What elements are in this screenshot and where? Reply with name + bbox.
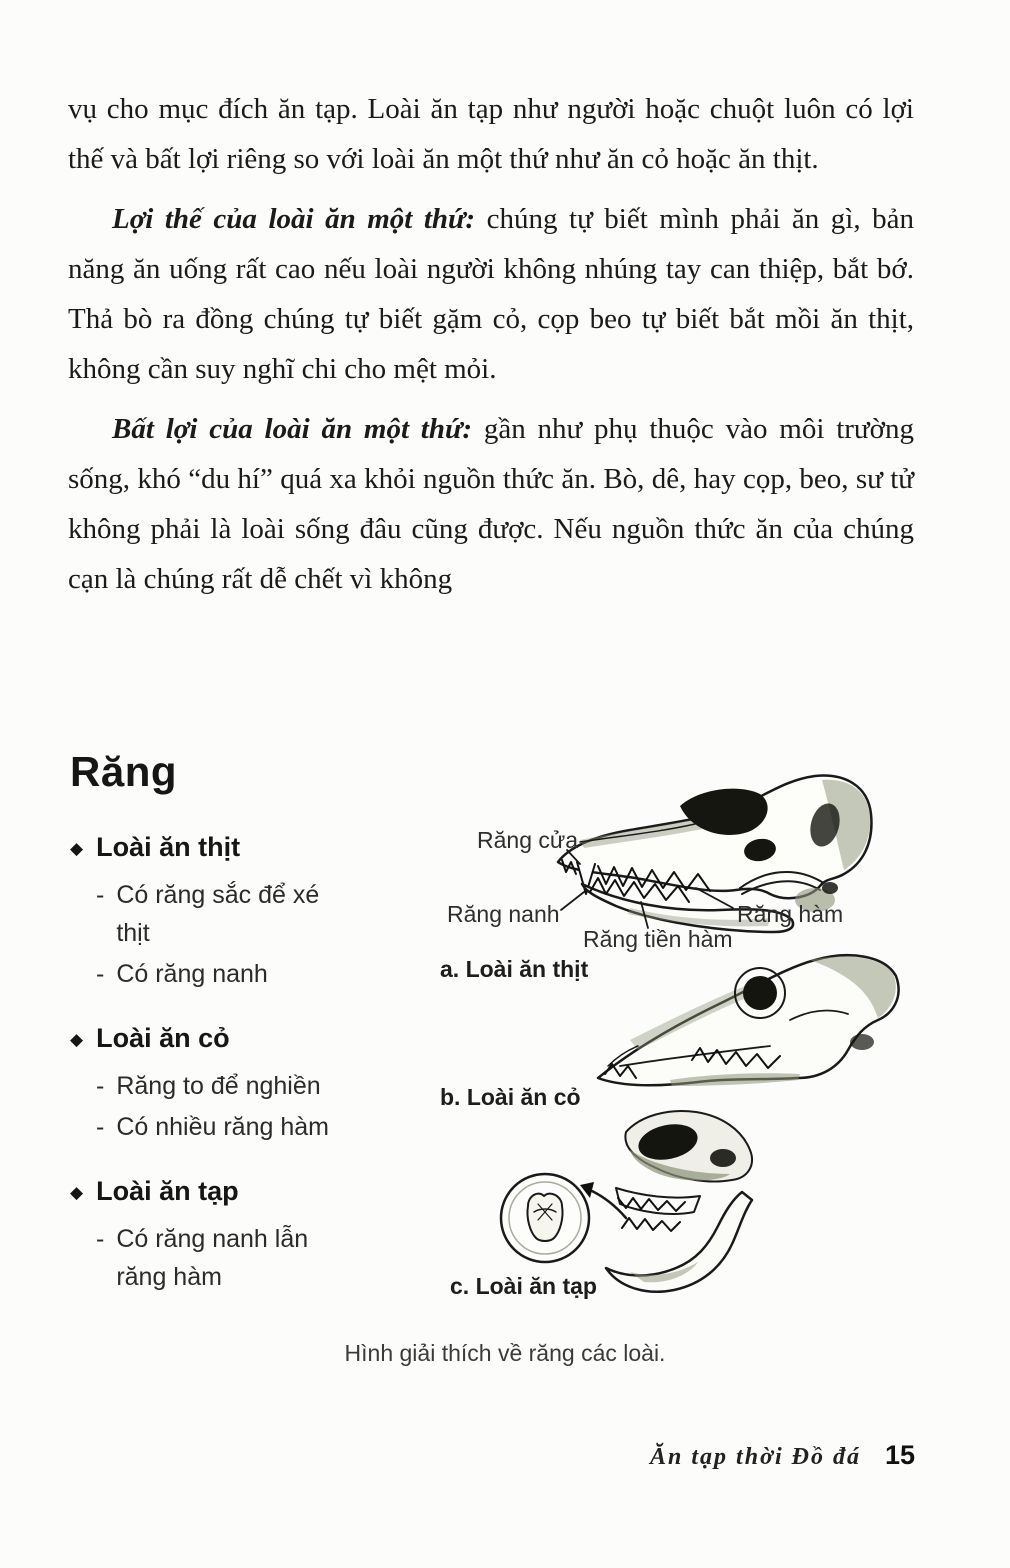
group-title-label: Loài ăn tạp bbox=[96, 1176, 239, 1206]
herbivore-skull-drawing bbox=[598, 955, 899, 1086]
dash-bullet-icon: - bbox=[96, 1072, 105, 1100]
group-title-label: Loài ăn cỏ bbox=[96, 1023, 230, 1053]
diamond-bullet-icon: ◆ bbox=[70, 839, 84, 858]
paragraph-1-text: vụ cho mục đích ăn tạp. Loài ăn tạp như người hoặc chuột luôn có lợi thế và bất lợi riêng so với loài ăn một thứ như ăn cỏ hoặc ăn thịt. bbox=[68, 93, 914, 175]
paragraph-3 bbox=[68, 404, 914, 604]
running-title: Ăn tạp thời Đồ đá bbox=[650, 1444, 861, 1470]
sidebar-group-herbivore bbox=[70, 1023, 380, 1146]
paragraph-2-text: chúng tự biết mình phải ăn gì, bản năng ăn uống rất cao nếu loài người không nhúng tay can thiệp, bắt bớ. Thả bò ra đồng chúng tự biết gặm cỏ, cọp beo tự biết bắt mồi ăn thịt, không cần suy nghĩ chi cho mệt mỏi. bbox=[68, 203, 914, 385]
sidebar-group-omnivore bbox=[70, 1176, 380, 1296]
caption-carnivore: a. Loài ăn thịt bbox=[440, 956, 589, 982]
paragraph-2 bbox=[68, 194, 914, 394]
list-item-label: Có răng nanh bbox=[116, 960, 268, 988]
paragraph-3-text: gần như phụ thuộc vào môi trường sống, khó “du hí” quá xa khỏi nguồn thức ăn. Bò, dê, hay cọp, beo, sư tử không phải là loài sống đâu cũng được. Nếu nguồn thức ăn của chúng cạn là chúng rất dễ chết vì không bbox=[68, 413, 914, 595]
list-item bbox=[96, 1067, 336, 1105]
dash-bullet-icon: - bbox=[96, 1113, 105, 1141]
figure-caption: Hình giải thích về răng các loài. bbox=[344, 1340, 666, 1366]
page-number: 15 bbox=[884, 1440, 915, 1470]
label-incisors: Răng cửa bbox=[477, 827, 579, 853]
page-footer bbox=[650, 1440, 915, 1471]
group-title-omnivore bbox=[70, 1176, 380, 1207]
dash-bullet-icon: - bbox=[96, 881, 105, 909]
label-canines: Răng nanh bbox=[447, 901, 560, 927]
list-item bbox=[96, 876, 336, 952]
diamond-bullet-icon: ◆ bbox=[70, 1030, 84, 1049]
sidebar-group-carnivore bbox=[70, 832, 380, 993]
list-item-label: Răng to để nghiền bbox=[116, 1072, 321, 1100]
paragraph-2-lead: Lợi thế của loài ăn một thứ: bbox=[112, 203, 476, 235]
caption-omnivore: c. Loài ăn tạp bbox=[450, 1273, 597, 1299]
dash-bullet-icon: - bbox=[96, 1225, 105, 1253]
diamond-bullet-icon: ◆ bbox=[70, 1183, 84, 1202]
paragraph-1 bbox=[68, 84, 914, 184]
caption-herbivore: b. Loài ăn cỏ bbox=[440, 1084, 581, 1110]
omnivore-skull-drawing bbox=[501, 1111, 752, 1292]
group-title-carnivore bbox=[70, 832, 380, 863]
skulls-figure bbox=[430, 760, 950, 1320]
sidebar-heading: Răng bbox=[70, 748, 177, 795]
paragraph-3-lead: Bất lợi của loài ăn một thứ: bbox=[112, 413, 473, 445]
group-title-label: Loài ăn thịt bbox=[96, 832, 241, 862]
list-item-label: Có nhiều răng hàm bbox=[116, 1113, 329, 1141]
label-premolars: Răng tiền hàm bbox=[583, 926, 733, 952]
list-item bbox=[96, 1108, 336, 1146]
list-item-label: Có răng sắc để xé thịt bbox=[116, 881, 320, 947]
list-item bbox=[96, 955, 336, 993]
dash-bullet-icon: - bbox=[96, 960, 105, 988]
list-item bbox=[96, 1220, 336, 1296]
label-molars: Răng hàm bbox=[737, 901, 844, 927]
body-text bbox=[68, 84, 914, 604]
teeth-sidebar bbox=[70, 748, 380, 1326]
group-title-herbivore bbox=[70, 1023, 380, 1054]
list-item-label: Có răng nanh lẫn răng hàm bbox=[116, 1225, 309, 1291]
